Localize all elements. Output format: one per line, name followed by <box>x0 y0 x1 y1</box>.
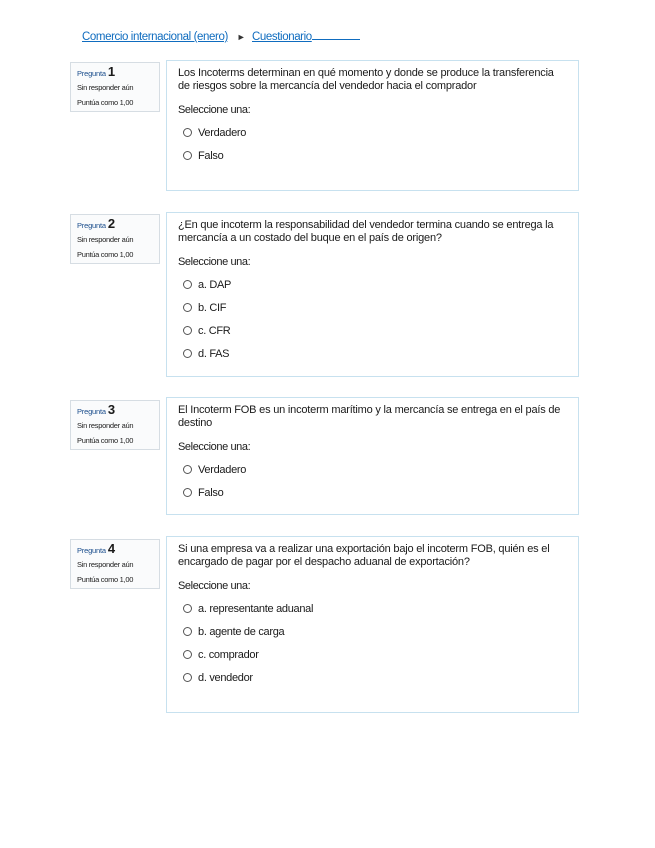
breadcrumb-course-link[interactable]: Comercio internacional (enero) <box>82 31 228 43</box>
radio-icon[interactable] <box>183 326 192 335</box>
option-d[interactable]: d. vendedor <box>178 666 568 689</box>
radio-icon[interactable] <box>183 488 192 497</box>
answer-options <box>178 458 568 504</box>
radio-icon[interactable] <box>183 349 192 358</box>
option-c[interactable]: c. comprador <box>178 643 568 666</box>
question-info-3 <box>70 400 160 450</box>
question-2 <box>166 212 579 377</box>
radio-icon[interactable] <box>183 465 192 474</box>
question-points: Puntúa como 1,00 <box>77 250 134 259</box>
breadcrumb-underline <box>312 30 360 40</box>
question-text: Si una empresa va a realizar una exportación bajo el incoterm FOB, quién es el encargado de pagar por el despacho aduanal de exportación? <box>178 543 550 568</box>
question-info-1 <box>70 62 160 112</box>
question-number: Pregunta 4 <box>77 541 116 556</box>
option-falso[interactable]: Falso <box>178 481 568 504</box>
select-prompt: Seleccione una: <box>178 104 251 116</box>
question-number: Pregunta 1 <box>77 64 116 79</box>
question-status: Sin responder aún <box>77 83 134 92</box>
radio-icon[interactable] <box>183 280 192 289</box>
question-status: Sin responder aún <box>77 235 134 244</box>
question-info-4 <box>70 539 160 589</box>
question-text: El Incoterm FOB es un incoterm marítimo y la mercancía se entrega en el país de destino <box>178 404 561 429</box>
question-text: ¿En que incoterm la responsabilidad del vendedor termina cuando se entrega la mercancía a un costado del buque en el país de origen? <box>178 219 554 244</box>
answer-options <box>178 121 568 167</box>
breadcrumb-quiz-link[interactable]: Cuestionario <box>252 31 312 43</box>
answer-options <box>178 597 568 689</box>
breadcrumb <box>82 30 360 43</box>
option-verdadero[interactable]: Verdadero <box>178 121 568 144</box>
question-status: Sin responder aún <box>77 421 134 430</box>
question-points: Puntúa como 1,00 <box>77 575 134 584</box>
option-verdadero[interactable]: Verdadero <box>178 458 568 481</box>
option-a[interactable]: a. representante aduanal <box>178 597 568 620</box>
question-1 <box>166 60 579 191</box>
question-4 <box>166 536 579 713</box>
radio-icon[interactable] <box>183 151 192 160</box>
radio-icon[interactable] <box>183 673 192 682</box>
option-b[interactable]: b. CIF <box>178 296 568 319</box>
question-info-2 <box>70 214 160 264</box>
radio-icon[interactable] <box>183 128 192 137</box>
question-text: Los Incoterms determinan en qué momento y donde se produce la transferencia de riesgos sobre la mercancía del vendedor hacia el comprador <box>178 67 554 92</box>
question-3 <box>166 397 579 515</box>
radio-icon[interactable] <box>183 650 192 659</box>
question-points: Puntúa como 1,00 <box>77 436 134 445</box>
select-prompt: Seleccione una: <box>178 256 251 268</box>
breadcrumb-separator-icon: ► <box>236 32 246 42</box>
option-b[interactable]: b. agente de carga <box>178 620 568 643</box>
answer-options <box>178 273 568 365</box>
option-falso[interactable]: Falso <box>178 144 568 167</box>
option-d[interactable]: d. FAS <box>178 342 568 365</box>
question-points: Puntúa como 1,00 <box>77 98 134 107</box>
radio-icon[interactable] <box>183 627 192 636</box>
select-prompt: Seleccione una: <box>178 441 251 453</box>
question-number: Pregunta 3 <box>77 402 116 417</box>
select-prompt: Seleccione una: <box>178 580 251 592</box>
question-status: Sin responder aún <box>77 560 134 569</box>
radio-icon[interactable] <box>183 303 192 312</box>
option-c[interactable]: c. CFR <box>178 319 568 342</box>
question-number: Pregunta 2 <box>77 216 116 231</box>
radio-icon[interactable] <box>183 604 192 613</box>
option-a[interactable]: a. DAP <box>178 273 568 296</box>
